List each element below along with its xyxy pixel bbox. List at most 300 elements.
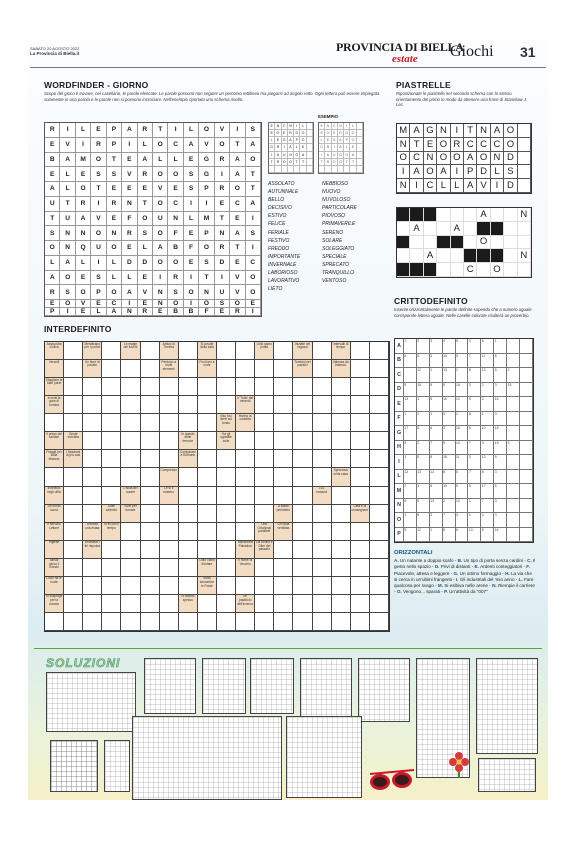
tile-cell[interactable]: L	[451, 179, 464, 193]
wordfinder-cell[interactable]: R	[230, 308, 245, 316]
answer-cell[interactable]	[351, 450, 370, 468]
answer-cell[interactable]	[370, 541, 389, 559]
tile-cell[interactable]	[518, 179, 531, 193]
answer-cell[interactable]	[121, 468, 140, 486]
answer-cell[interactable]	[332, 577, 351, 595]
number-cell[interactable]	[520, 441, 533, 456]
wordfinder-cell[interactable]: I	[60, 308, 75, 316]
answer-cell[interactable]	[121, 396, 140, 414]
wordfinder-cell[interactable]: A	[246, 138, 261, 153]
wordfinder-cell[interactable]: L	[138, 241, 153, 256]
wordfinder-cell[interactable]: E	[184, 226, 199, 241]
answer-cell[interactable]	[274, 595, 293, 613]
number-cell[interactable]	[520, 339, 533, 354]
tile-cell[interactable]: L	[437, 179, 450, 193]
number-cell[interactable]: 12	[456, 397, 469, 412]
answer-cell[interactable]	[255, 396, 274, 414]
tile-slot[interactable]: N	[518, 208, 531, 222]
number-cell[interactable]: 10	[443, 354, 456, 369]
wordfinder-cell[interactable]: E	[215, 197, 230, 212]
answer-cell[interactable]	[274, 378, 293, 396]
number-cell[interactable]: 1	[404, 339, 417, 354]
answer-cell[interactable]	[274, 342, 293, 360]
number-cell[interactable]: 15	[417, 383, 430, 398]
wordfinder-cell[interactable]: P	[107, 123, 122, 138]
wordfinder-cell[interactable]: E	[45, 138, 60, 153]
wordfinder-cell[interactable]: L	[91, 308, 106, 316]
answer-cell[interactable]	[236, 487, 255, 505]
answer-cell[interactable]	[141, 360, 160, 378]
wordfinder-cell[interactable]: E	[230, 212, 245, 227]
answer-cell[interactable]	[255, 487, 274, 505]
number-cell[interactable]: 1	[404, 412, 417, 427]
number-cell[interactable]: 2	[507, 441, 520, 456]
tile-slot[interactable]	[437, 263, 450, 277]
wordfinder-cell[interactable]: P	[45, 308, 60, 316]
wordfinder-cell[interactable]: E	[107, 182, 122, 197]
wordfinder-cell[interactable]: V	[230, 285, 245, 300]
tile-cell[interactable]: A	[491, 124, 504, 138]
answer-cell[interactable]	[102, 577, 121, 595]
wordfinder-cell[interactable]: E	[138, 271, 153, 286]
number-cell[interactable]	[507, 513, 520, 528]
tile-slot[interactable]	[477, 263, 490, 277]
answer-cell[interactable]	[83, 577, 102, 595]
tile-cell[interactable]: T	[410, 138, 423, 152]
answer-cell[interactable]	[217, 396, 236, 414]
answer-cell[interactable]	[121, 414, 140, 432]
wordfinder-cell[interactable]: A	[76, 212, 91, 227]
number-cell[interactable]: 18	[443, 455, 456, 470]
wordfinder-cell[interactable]: O	[168, 167, 183, 182]
wordfinder-cell[interactable]: L	[60, 182, 75, 197]
number-cell[interactable]: 9	[443, 383, 456, 398]
answer-cell[interactable]	[217, 450, 236, 468]
answer-cell[interactable]	[45, 613, 64, 631]
answer-cell[interactable]	[293, 577, 312, 595]
wordfinder-cell[interactable]: D	[122, 256, 137, 271]
wordfinder-cell[interactable]: I	[153, 271, 168, 286]
wordfinder-cell[interactable]: E	[184, 153, 199, 168]
number-cell[interactable]: 13	[404, 397, 417, 412]
number-cell[interactable]: 8	[494, 354, 507, 369]
answer-cell[interactable]	[160, 541, 179, 559]
wordfinder-cell[interactable]: N	[60, 241, 75, 256]
wordfinder-cell[interactable]: N	[168, 212, 183, 227]
answer-cell[interactable]	[370, 432, 389, 450]
answer-cell[interactable]	[370, 468, 389, 486]
number-cell[interactable]: 2	[443, 499, 456, 514]
answer-cell[interactable]	[160, 595, 179, 613]
answer-cell[interactable]	[198, 487, 217, 505]
tile-cell[interactable]: C	[464, 138, 477, 152]
tile-slot[interactable]	[464, 222, 477, 236]
answer-cell[interactable]	[179, 541, 198, 559]
number-cell[interactable]: 3	[494, 513, 507, 528]
tile-slot[interactable]: O	[477, 236, 490, 250]
number-cell[interactable]: 11	[481, 354, 494, 369]
wordfinder-cell[interactable]: I	[246, 241, 261, 256]
tile-slot[interactable]: N	[518, 249, 531, 263]
tile-slot[interactable]	[518, 222, 531, 236]
number-cell[interactable]	[507, 354, 520, 369]
number-cell[interactable]: 7	[443, 513, 456, 528]
number-cell[interactable]: 4	[443, 339, 456, 354]
number-cell[interactable]: 13	[481, 455, 494, 470]
number-cell[interactable]: 16	[456, 426, 469, 441]
wordfinder-cell[interactable]: U	[91, 241, 106, 256]
tile-slot[interactable]	[424, 222, 437, 236]
tile-slot[interactable]	[464, 208, 477, 222]
wordfinder-cell[interactable]: I	[91, 197, 106, 212]
answer-cell[interactable]	[141, 613, 160, 631]
wordfinder-cell[interactable]: O	[199, 241, 214, 256]
crittodefinito-grid[interactable]	[394, 338, 534, 543]
number-cell[interactable]: 9	[417, 354, 430, 369]
answer-cell[interactable]	[274, 577, 293, 595]
wordfinder-cell[interactable]: N	[122, 197, 137, 212]
tile-slot[interactable]: A	[451, 222, 464, 236]
number-cell[interactable]	[507, 412, 520, 427]
tile-cell[interactable]: O	[397, 152, 410, 166]
wordfinder-cell[interactable]: V	[230, 271, 245, 286]
wordfinder-cell[interactable]: E	[91, 300, 106, 308]
wordfinder-cell[interactable]: R	[138, 308, 153, 316]
answer-cell[interactable]	[102, 396, 121, 414]
tile-slot[interactable]: A	[410, 222, 423, 236]
answer-cell[interactable]	[255, 432, 274, 450]
number-cell[interactable]: 1	[481, 412, 494, 427]
answer-cell[interactable]	[141, 396, 160, 414]
wordfinder-cell[interactable]: S	[138, 226, 153, 241]
number-cell[interactable]: 16	[443, 397, 456, 412]
number-cell[interactable]: 3	[430, 339, 443, 354]
wordfinder-cell[interactable]: L	[60, 167, 75, 182]
tile-slot[interactable]	[410, 236, 423, 250]
answer-cell[interactable]	[121, 523, 140, 541]
number-cell[interactable]: 5	[430, 397, 443, 412]
number-cell[interactable]	[507, 455, 520, 470]
wordfinder-cell[interactable]: O	[60, 271, 75, 286]
answer-cell[interactable]	[217, 342, 236, 360]
answer-cell[interactable]	[45, 414, 64, 432]
answer-cell[interactable]	[217, 595, 236, 613]
answer-cell[interactable]	[255, 360, 274, 378]
tile-cell[interactable]: O	[451, 152, 464, 166]
wordfinder-cell[interactable]: O	[246, 271, 261, 286]
answer-cell[interactable]	[141, 378, 160, 396]
wordfinder-cell[interactable]: E	[122, 153, 137, 168]
answer-cell[interactable]	[83, 595, 102, 613]
tile-slot[interactable]	[504, 263, 517, 277]
answer-cell[interactable]	[236, 505, 255, 523]
answer-cell[interactable]	[121, 360, 140, 378]
wordfinder-cell[interactable]: T	[107, 153, 122, 168]
answer-cell[interactable]	[83, 432, 102, 450]
wordfinder-cell[interactable]: T	[60, 197, 75, 212]
tile-cell[interactable]: C	[491, 138, 504, 152]
answer-cell[interactable]	[102, 360, 121, 378]
answer-cell[interactable]	[274, 541, 293, 559]
number-cell[interactable]: 1	[430, 412, 443, 427]
wordfinder-cell[interactable]: F	[184, 241, 199, 256]
answer-cell[interactable]	[141, 505, 160, 523]
wordfinder-cell[interactable]: O	[246, 153, 261, 168]
tile-slot[interactable]	[451, 208, 464, 222]
wordfinder-cell[interactable]: B	[168, 308, 183, 316]
answer-cell[interactable]	[64, 414, 83, 432]
tile-slot[interactable]	[397, 222, 410, 236]
tile-slot[interactable]	[437, 208, 450, 222]
answer-cell[interactable]	[179, 360, 198, 378]
answer-cell[interactable]	[293, 487, 312, 505]
answer-cell[interactable]	[351, 360, 370, 378]
answer-cell[interactable]	[293, 414, 312, 432]
tile-slot[interactable]	[504, 236, 517, 250]
answer-cell[interactable]	[64, 613, 83, 631]
answer-cell[interactable]	[313, 378, 332, 396]
tile-cell[interactable]: R	[451, 138, 464, 152]
wordfinder-cell[interactable]: S	[184, 182, 199, 197]
answer-cell[interactable]	[293, 396, 312, 414]
answer-cell[interactable]	[217, 505, 236, 523]
number-cell[interactable]: 5	[417, 455, 430, 470]
wordfinder-cell[interactable]: V	[153, 182, 168, 197]
tile-slot[interactable]	[491, 208, 504, 222]
answer-cell[interactable]	[217, 577, 236, 595]
answer-cell[interactable]	[370, 396, 389, 414]
answer-cell[interactable]	[332, 505, 351, 523]
tile-slot[interactable]: A	[477, 208, 490, 222]
tile-cell[interactable]: O	[437, 138, 450, 152]
answer-cell[interactable]	[64, 396, 83, 414]
answer-cell[interactable]	[370, 360, 389, 378]
wordfinder-cell[interactable]: O	[230, 182, 245, 197]
number-cell[interactable]	[507, 397, 520, 412]
number-cell[interactable]	[520, 412, 533, 427]
number-cell[interactable]	[507, 426, 520, 441]
tile-cell[interactable]: I	[491, 179, 504, 193]
wordfinder-cell[interactable]: G	[199, 153, 214, 168]
wordfinder-cell[interactable]: S	[91, 271, 106, 286]
answer-cell[interactable]	[102, 468, 121, 486]
answer-cell[interactable]	[160, 505, 179, 523]
answer-cell[interactable]	[179, 342, 198, 360]
number-cell[interactable]: 5	[481, 528, 494, 543]
number-cell[interactable]: 5	[494, 368, 507, 383]
answer-cell[interactable]	[351, 432, 370, 450]
answer-cell[interactable]	[370, 487, 389, 505]
answer-cell[interactable]	[351, 414, 370, 432]
answer-cell[interactable]	[370, 577, 389, 595]
wordfinder-cell[interactable]: E	[122, 182, 137, 197]
answer-cell[interactable]	[83, 487, 102, 505]
answer-cell[interactable]	[255, 414, 274, 432]
number-cell[interactable]: 5	[443, 441, 456, 456]
wordfinder-cell[interactable]: A	[230, 226, 245, 241]
number-cell[interactable]	[520, 499, 533, 514]
answer-cell[interactable]	[102, 432, 121, 450]
piastrelle-solution-grid[interactable]	[396, 207, 532, 278]
wordfinder-cell[interactable]: V	[91, 212, 106, 227]
answer-cell[interactable]	[217, 378, 236, 396]
wordfinder-cell[interactable]: R	[215, 182, 230, 197]
number-cell[interactable]: 6	[456, 528, 469, 543]
number-cell[interactable]: 2	[456, 412, 469, 427]
answer-cell[interactable]	[370, 414, 389, 432]
tile-cell[interactable]: V	[477, 179, 490, 193]
wordfinder-cell[interactable]: L	[153, 153, 168, 168]
wordfinder-cell[interactable]: E	[153, 308, 168, 316]
answer-cell[interactable]	[236, 577, 255, 595]
answer-cell[interactable]	[274, 432, 293, 450]
wordfinder-cell[interactable]: T	[138, 197, 153, 212]
tile-slot[interactable]	[504, 222, 517, 236]
answer-cell[interactable]	[313, 541, 332, 559]
wordfinder-cell[interactable]: E	[76, 167, 91, 182]
answer-cell[interactable]	[255, 378, 274, 396]
answer-cell[interactable]	[121, 559, 140, 577]
wordfinder-cell[interactable]: M	[199, 212, 214, 227]
answer-cell[interactable]	[313, 505, 332, 523]
answer-cell[interactable]	[141, 342, 160, 360]
number-cell[interactable]: 10	[468, 528, 481, 543]
wordfinder-cell[interactable]: S	[45, 226, 60, 241]
answer-cell[interactable]	[83, 414, 102, 432]
number-cell[interactable]: 3	[468, 455, 481, 470]
number-cell[interactable]: 15	[507, 383, 520, 398]
wordfinder-cell[interactable]: O	[230, 300, 245, 308]
number-cell[interactable]: 2	[404, 484, 417, 499]
answer-cell[interactable]	[217, 523, 236, 541]
wordfinder-cell[interactable]: O	[107, 241, 122, 256]
answer-cell[interactable]	[102, 595, 121, 613]
number-cell[interactable]: 5	[417, 499, 430, 514]
answer-cell[interactable]	[313, 613, 332, 631]
wordfinder-cell[interactable]: V	[76, 300, 91, 308]
answer-cell[interactable]	[293, 523, 312, 541]
wordfinder-cell[interactable]: N	[122, 308, 137, 316]
number-cell[interactable]: 5	[456, 354, 469, 369]
answer-cell[interactable]	[83, 613, 102, 631]
wordfinder-cell[interactable]: A	[122, 285, 137, 300]
number-cell[interactable]: 3	[481, 441, 494, 456]
number-cell[interactable]	[507, 339, 520, 354]
number-cell[interactable]: 5	[430, 383, 443, 398]
number-cell[interactable]: 16	[494, 397, 507, 412]
wordfinder-cell[interactable]: C	[168, 138, 183, 153]
answer-cell[interactable]	[370, 450, 389, 468]
tile-slot[interactable]: C	[464, 263, 477, 277]
number-cell[interactable]: 8	[443, 470, 456, 485]
answer-cell[interactable]	[198, 414, 217, 432]
answer-cell[interactable]	[332, 559, 351, 577]
number-cell[interactable]: 16	[494, 528, 507, 543]
wordfinder-cell[interactable]: O	[168, 256, 183, 271]
answer-cell[interactable]	[332, 414, 351, 432]
wordfinder-cell[interactable]: R	[168, 271, 183, 286]
wordfinder-cell[interactable]: I	[184, 300, 199, 308]
number-cell[interactable]: 2	[417, 441, 430, 456]
answer-cell[interactable]	[102, 613, 121, 631]
answer-cell[interactable]	[274, 487, 293, 505]
answer-cell[interactable]	[255, 595, 274, 613]
answer-cell[interactable]	[332, 396, 351, 414]
number-cell[interactable]: 8	[430, 455, 443, 470]
number-cell[interactable]: 3	[430, 354, 443, 369]
wordfinder-cell[interactable]: D	[138, 256, 153, 271]
number-cell[interactable]: 3	[430, 513, 443, 528]
number-cell[interactable]: 5	[404, 528, 417, 543]
tile-cell[interactable]	[518, 124, 531, 138]
answer-cell[interactable]	[351, 613, 370, 631]
wordfinder-cell[interactable]: S	[168, 285, 183, 300]
wordfinder-cell[interactable]: R	[45, 285, 60, 300]
answer-cell[interactable]	[179, 378, 198, 396]
wordfinder-cell[interactable]: C	[107, 300, 122, 308]
wordfinder-cell[interactable]: R	[215, 241, 230, 256]
wordfinder-cell[interactable]: N	[199, 285, 214, 300]
number-cell[interactable]: 18	[494, 426, 507, 441]
wordfinder-cell[interactable]: G	[199, 167, 214, 182]
answer-cell[interactable]	[102, 559, 121, 577]
tile-cell[interactable]: A	[464, 179, 477, 193]
wordfinder-cell[interactable]: A	[107, 308, 122, 316]
wordfinder-cell[interactable]: L	[184, 212, 199, 227]
number-cell[interactable]: 5	[430, 484, 443, 499]
tile-slot[interactable]	[410, 249, 423, 263]
wordfinder-cell[interactable]: T	[246, 182, 261, 197]
number-cell[interactable]: 15	[443, 484, 456, 499]
wordfinder-cell[interactable]: C	[230, 197, 245, 212]
tile-slot[interactable]	[504, 208, 517, 222]
number-cell[interactable]	[404, 368, 417, 383]
wordfinder-cell[interactable]: R	[138, 167, 153, 182]
tile-cell[interactable]	[518, 152, 531, 166]
wordfinder-cell[interactable]: O	[76, 285, 91, 300]
answer-cell[interactable]	[332, 450, 351, 468]
wordfinder-cell[interactable]: U	[45, 197, 60, 212]
wordfinder-cell[interactable]: O	[184, 285, 199, 300]
tile-cell[interactable]: D	[504, 179, 517, 193]
tile-cell[interactable]: C	[477, 138, 490, 152]
number-cell[interactable]: 3	[443, 412, 456, 427]
wordfinder-cell[interactable]: R	[91, 138, 106, 153]
wordfinder-cell[interactable]: O	[45, 241, 60, 256]
answer-cell[interactable]	[198, 595, 217, 613]
wordfinder-cell[interactable]: B	[184, 308, 199, 316]
wordfinder-cell[interactable]: O	[91, 153, 106, 168]
number-cell[interactable]: 3	[456, 513, 469, 528]
wordfinder-cell[interactable]: I	[215, 271, 230, 286]
wordfinder-cell[interactable]: V	[122, 167, 137, 182]
wordfinder-cell[interactable]: E	[122, 241, 137, 256]
answer-cell[interactable]	[351, 342, 370, 360]
number-cell[interactable]: 5	[468, 397, 481, 412]
number-cell[interactable]: 3	[494, 470, 507, 485]
wordfinder-cell[interactable]: O	[153, 197, 168, 212]
answer-cell[interactable]	[141, 487, 160, 505]
number-cell[interactable]: 17	[481, 484, 494, 499]
number-cell[interactable]	[520, 484, 533, 499]
number-cell[interactable]: 13	[417, 470, 430, 485]
answer-cell[interactable]	[255, 613, 274, 631]
wordfinder-cell[interactable]: S	[107, 167, 122, 182]
wordfinder-cell[interactable]: C	[168, 197, 183, 212]
answer-cell[interactable]	[102, 378, 121, 396]
wordfinder-cell[interactable]: R	[76, 197, 91, 212]
number-cell[interactable]: 7	[468, 470, 481, 485]
